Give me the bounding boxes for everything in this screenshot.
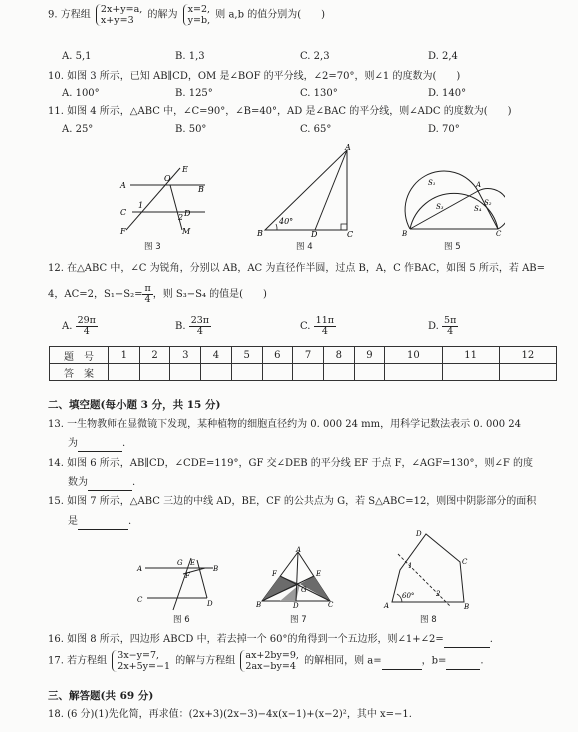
q15-line-2-text: 是 xyxy=(68,516,78,527)
q14-line-1: 14. 如图 6 所示，AB∥CD，∠CDE=119°，GF 交∠DEB 的平分线 EF 于点 F，∠AGF=130°，则∠F 的度 xyxy=(48,458,534,469)
q12-frac-num: π xyxy=(144,283,151,294)
q9-sol2: y=b, xyxy=(187,15,211,26)
fig6-label-c: C xyxy=(137,596,143,604)
figure-5 xyxy=(400,165,505,237)
fig7-label-e: E xyxy=(316,570,322,578)
q10-option-c: C. 130° xyxy=(300,88,338,99)
fig5-label-s2: S₂ xyxy=(484,199,492,207)
answer-col-1: 1 xyxy=(109,347,140,364)
answer-cell[interactable] xyxy=(139,364,170,381)
q12-option-c xyxy=(300,316,336,337)
fig8-label-1: 1 xyxy=(408,562,413,570)
q12-option-b-num: 23π xyxy=(190,315,210,326)
fig6-label-a: A xyxy=(137,565,143,573)
q17-system-1 xyxy=(112,650,170,672)
fig8-caption: 图 8 xyxy=(420,615,437,625)
q13-answer-blank[interactable] xyxy=(78,437,122,452)
q17-tail-2: ，b= xyxy=(421,655,447,667)
q17-b-blank[interactable] xyxy=(446,655,480,670)
answer-cell[interactable] xyxy=(201,364,232,381)
answer-table-header-number: 题 号 xyxy=(50,347,109,364)
fig3-caption: 图 3 xyxy=(144,242,161,252)
q9-system-2 xyxy=(183,4,210,26)
fig8-label-a: A xyxy=(384,602,390,610)
q14-line-2: 数为 . xyxy=(68,476,135,491)
q12-option-b-label: B. xyxy=(175,321,186,332)
fig8-label-b: B xyxy=(464,603,470,610)
answer-col-11: 11 xyxy=(442,347,499,364)
fig7-label-f: F xyxy=(272,570,277,578)
answer-cell[interactable] xyxy=(293,364,324,381)
answer-table-number-row xyxy=(50,347,557,364)
fig4-label-angle: 40° xyxy=(279,217,294,226)
figure-6 xyxy=(135,556,220,614)
answer-table-answer-row xyxy=(50,364,557,381)
fig3-label-d: D xyxy=(184,209,191,218)
answer-table xyxy=(49,346,557,381)
q11-text: 11. 如图 4 所示，△ABC 中，∠C=90°，∠B=40°，AD 是∠BAC 的平分线，则∠ADC 的度数为( ) xyxy=(48,106,512,117)
q16-line: 16. 如图 8 所示，四边形 ABCD 中，若去掉一个 60°的角得到一个五边形，则∠1+∠2= . xyxy=(48,633,493,648)
q13-line-1: 13. 一生物教师在显微镜下发现，某种植物的细胞直径约为 0. 000 24 mm，用科学记数法表示 0. 000 24 xyxy=(48,419,522,430)
q17-eq1: 3x−y=7, xyxy=(117,650,160,661)
q17-tail: 的解相同，则 a= xyxy=(304,655,382,667)
answer-col-3: 3 xyxy=(170,347,201,364)
q11-option-d: D. 70° xyxy=(428,124,460,135)
q9-option-b: B. 1,3 xyxy=(175,51,205,62)
q12-option-a xyxy=(62,316,98,337)
figure-7 xyxy=(256,546,336,608)
q14-answer-blank[interactable] xyxy=(88,476,132,491)
q13-line-2-text: 为 xyxy=(68,438,78,449)
answer-col-9: 9 xyxy=(354,347,385,364)
fig7-label-d: D xyxy=(293,602,299,608)
section-3-heading: 三、解答题(共 69 分) xyxy=(48,690,154,702)
answer-col-2: 2 xyxy=(139,347,170,364)
fig6-label-d: D xyxy=(207,600,213,608)
fig6-label-e: E xyxy=(190,559,196,567)
fig7-label-a: A xyxy=(296,546,302,554)
q9-number: 9. xyxy=(48,9,58,21)
q10-option-d: D. 140° xyxy=(428,88,467,99)
q10-text: 10. 如图 3 所示，已知 AB∥CD，OM 是∠BOF 的平分线，∠2=70°，则∠1 的度数为( ) xyxy=(48,71,461,82)
fig3-label-a: A xyxy=(120,181,126,190)
q12-option-b-den: 4 xyxy=(196,326,203,337)
fig7-label-g: G xyxy=(301,586,307,594)
q16-text: 16. 如图 8 所示，四边形 ABCD 中，若去掉一个 60°的角得到一个五边形，则∠1+∠2= xyxy=(48,634,444,645)
figure-8 xyxy=(380,526,475,610)
q12-option-d xyxy=(428,316,458,337)
q15-line-2: 是 . xyxy=(68,515,131,530)
q12-option-d-frac xyxy=(442,316,458,337)
q15-answer-blank[interactable] xyxy=(78,515,128,530)
q12-line-2-a: 4，AC=2，S₁−S₂= xyxy=(48,289,143,300)
fig3-label-2: 2 xyxy=(178,213,184,222)
q10-option-b: B. 125° xyxy=(175,88,213,99)
q11-option-c: C. 65° xyxy=(300,124,332,135)
q12-option-a-frac xyxy=(76,316,98,337)
answer-col-6: 6 xyxy=(262,347,293,364)
fig4-caption: 图 4 xyxy=(296,242,313,252)
q12-option-d-label: D. xyxy=(428,321,439,332)
q17-eq2: 2x+5y=−1 xyxy=(117,661,171,672)
q12-option-a-num: 29π xyxy=(77,315,96,326)
q12-option-a-label: A. xyxy=(62,321,73,332)
fig5-label-s1: S₁ xyxy=(428,179,436,187)
q17-a-blank[interactable] xyxy=(382,655,422,670)
fig7-label-c: C xyxy=(328,601,334,608)
fig3-label-c: C xyxy=(120,208,127,217)
fig4-label-d: D xyxy=(311,230,318,237)
q9-system-1 xyxy=(96,4,142,26)
q12-line-2 xyxy=(48,284,267,305)
q12-option-c-label: C. xyxy=(300,321,311,332)
q9-line xyxy=(48,4,325,26)
q17-lead: 17. 若方程组 xyxy=(48,655,108,667)
answer-cell[interactable] xyxy=(170,364,201,381)
q12-line-1: 12. 在△ABC 中，∠C 为锐角，分别以 AB，AC 为直径作半圆，过点 B，A，C 作BAC，如图 5 所示，若 AB= xyxy=(48,263,546,274)
answer-col-12: 12 xyxy=(499,347,556,364)
fig4-label-b: B xyxy=(257,229,263,237)
fig5-label-s4: S₄ xyxy=(474,205,482,213)
q12-option-c-num: 11π xyxy=(315,315,335,326)
figure-4 xyxy=(255,142,365,237)
fig5-label-c: C xyxy=(496,230,502,237)
q12-option-d-num: 5π xyxy=(444,315,457,326)
q11-option-a: A. 25° xyxy=(62,124,94,135)
answer-cell[interactable] xyxy=(109,364,140,381)
fig4-label-a: A xyxy=(345,143,351,152)
fig3-label-o: O xyxy=(164,174,171,183)
q9-eq2: x+y=3 xyxy=(100,15,134,26)
fig6-label-f: F xyxy=(185,572,190,580)
fig3-label-m: M xyxy=(182,227,191,235)
fig5-label-b: B xyxy=(402,230,408,237)
q12-option-c-den: 4 xyxy=(321,326,328,337)
answer-cell[interactable] xyxy=(442,364,499,381)
q17-line: 17. 若方程组 3x−y=7, 2x+5y=−1 的解与方程组 ax+2by=9, 2ax−by=4 的解相同，则 a= ，b= . xyxy=(48,650,484,672)
fig5-label-s3: S₃ xyxy=(436,203,444,211)
q12-option-d-den: 4 xyxy=(447,326,454,337)
fig8-label-c: C xyxy=(462,558,468,566)
q16-answer-blank[interactable] xyxy=(444,633,490,648)
q9-eq1: 2x+y=a, xyxy=(100,4,143,15)
answer-col-5: 5 xyxy=(231,347,262,364)
answer-table-header-answer: 答 案 xyxy=(50,364,109,381)
answer-cell[interactable] xyxy=(262,364,293,381)
q12-line-2-b: ，则 S₃−S₄ 的值是( ) xyxy=(152,289,267,300)
q12-option-a-den: 4 xyxy=(83,326,90,337)
answer-col-4: 4 xyxy=(201,347,232,364)
answer-cell[interactable] xyxy=(385,364,442,381)
answer-cell[interactable] xyxy=(231,364,262,381)
q18-text: 18. (6 分)(1)先化简，再求值：(2x+3)(2x−3)−4x(x−1)+(x−2)²，其中 x=−1. xyxy=(48,709,412,720)
q9-option-a: A. 5,1 xyxy=(62,51,92,62)
fig7-label-b: B xyxy=(256,601,262,608)
figure-3 xyxy=(110,160,210,235)
answer-cell[interactable] xyxy=(499,364,556,381)
fig7-caption: 图 7 xyxy=(290,615,307,625)
q14-line-2-text: 数为 xyxy=(68,477,88,488)
fig8-label-60: 60° xyxy=(402,592,415,600)
q9-sol1: x=2, xyxy=(187,4,211,15)
q17-system-2 xyxy=(240,650,299,672)
fig8-label-d: D xyxy=(416,530,422,538)
fig3-label-1: 1 xyxy=(138,201,144,210)
answer-col-7: 7 xyxy=(293,347,324,364)
answer-col-10: 10 xyxy=(385,347,442,364)
answer-cell[interactable] xyxy=(354,364,385,381)
q9-option-c: C. 2,3 xyxy=(300,51,330,62)
q10-option-a: A. 100° xyxy=(62,88,100,99)
q12-option-c-frac xyxy=(314,316,336,337)
q12-option-b-frac xyxy=(189,316,211,337)
q13-line-2: 为 . xyxy=(68,437,125,452)
fig6-label-g: G xyxy=(177,559,183,567)
q9-mid: 的解为 xyxy=(147,9,178,21)
fig8-label-2: 2 xyxy=(436,590,441,598)
section-2-heading: 二、填空题(每小题 3 分，共 15 分) xyxy=(48,399,221,411)
q12-fraction xyxy=(142,284,152,305)
fig5-caption: 图 5 xyxy=(444,242,461,252)
fig3-label-b: B xyxy=(198,185,204,194)
q9-tail: 则 a,b 的值分别为( ) xyxy=(215,9,325,21)
fig6-caption: 图 6 xyxy=(173,615,190,625)
q17-mid: 的解与方程组 xyxy=(175,655,236,667)
answer-cell[interactable] xyxy=(323,364,354,381)
q12-option-b xyxy=(175,316,211,337)
q17-eq3: ax+2by=9, xyxy=(245,650,299,661)
fig6-label-b: B xyxy=(213,565,219,573)
fig3-label-e: E xyxy=(182,165,188,174)
q11-option-b: B. 50° xyxy=(175,124,207,135)
fig5-label-a: A xyxy=(476,181,482,189)
q9-lead: 方程组 xyxy=(60,9,91,21)
fig4-label-c: C xyxy=(347,230,354,237)
q15-line-1: 15. 如图 7 所示，△ABC 三边的中线 AD，BE，CF 的公共点为 G，若 S△ABC=12，则图中阴影部分的面积 xyxy=(48,496,537,507)
fig3-label-f: F xyxy=(120,227,126,235)
answer-col-8: 8 xyxy=(323,347,354,364)
q17-eq4: 2ax−by=4 xyxy=(245,661,296,672)
q12-frac-den: 4 xyxy=(144,294,151,305)
q9-option-d: D. 2,4 xyxy=(428,51,458,62)
